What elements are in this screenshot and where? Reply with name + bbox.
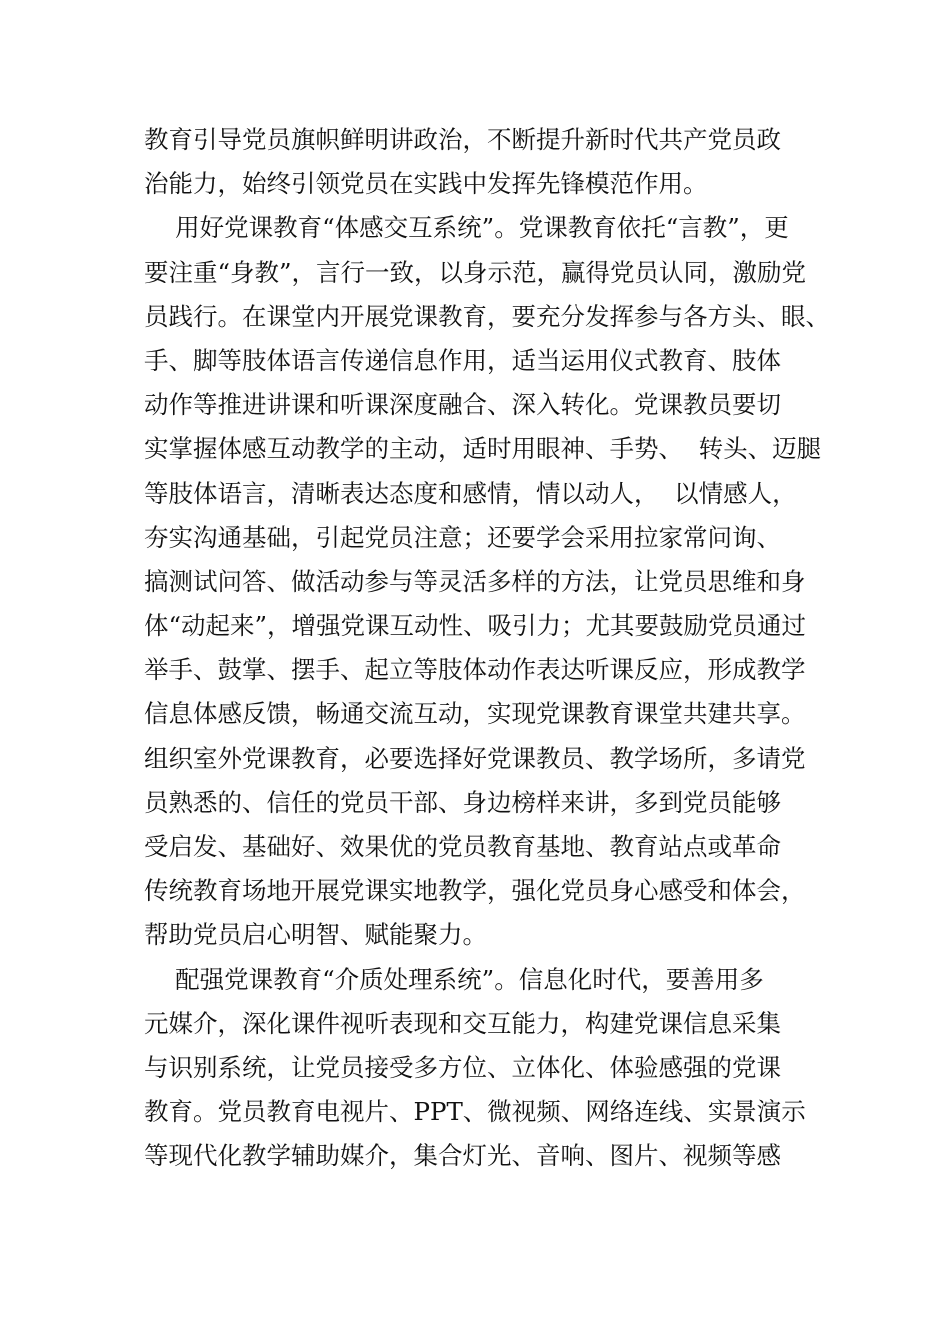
text-line-24: 等现代化教学辅助媒介，集合灯光、音响、图片、视频等感	[144, 1141, 781, 1171]
text-line-10: 夯实沟通基础，引起党员注意；还要学会采用拉家常问询、	[144, 522, 781, 552]
text-line-19: 帮助党员启心明智、赋能聚力。	[144, 920, 487, 950]
text-line-12: 体“动起来”，增强党课互动性、吸引力；尤其要鼓励党员通过	[144, 611, 807, 641]
text-line-14: 信息体感反馈，畅通交流互动，实现党课教育课堂共建共享。	[144, 699, 806, 729]
text-line-23: 教育。党员教育电视片、PPT、微视频、网络连线、实景演示	[144, 1097, 806, 1127]
text-line-18: 传统教育场地开展党课实地教学，强化党员身心感受和体会，	[144, 876, 806, 906]
text-line-22: 与识别系统，让党员接受多方位、立体化、体验感强的党课	[144, 1052, 781, 1082]
text-line-15: 组织室外党课教育，必要选择好党课教员、教学场所，多请党	[144, 743, 806, 773]
text-line-4: 要注重“身教”，言行一致，以身示范，赢得党员认同，激励党	[144, 257, 807, 287]
text-line-6: 手、脚等肢体语言传递信息作用，适当运用仪式教育、肢体	[144, 345, 781, 375]
body-text	[144, 118, 844, 1179]
text-line-17: 受启发、基础好、效果优的党员教育基地、教育站点或革命	[144, 832, 781, 861]
text-line-21: 元媒介，深化课件视听表现和交互能力，构建党课信息采集	[144, 1008, 781, 1038]
text-line-16: 员熟悉的、信任的党员干部、身边榜样来讲，多到党员能够	[144, 787, 781, 817]
text-line-5: 员践行。在课堂内开展党课教育，要充分发挥参与各方头、眼、	[144, 301, 830, 331]
text-line-9: 等肢体语言，清晰表达态度和感情，情以动人， 以情感人，	[144, 478, 797, 508]
text-line-7: 动作等推进讲课和听课深度融合、深入转化。党课教员要切	[144, 390, 781, 420]
text-line-2: 治能力，始终引领党员在实践中发挥先锋模范作用。	[144, 169, 708, 199]
text-line-11: 搞测试问答、做活动参与等灵活多样的方法，让党员思维和身	[144, 566, 806, 596]
text-line-8: 实掌握体感互动教学的主动，适时用眼神、手势、 转头、迈腿	[144, 434, 822, 464]
text-line-3: 用好党课教育“体感交互系统”。党课教育依托“言教”，更	[144, 213, 789, 243]
text-line-13: 举手、鼓掌、摆手、起立等肢体动作表达听课反应，形成教学	[144, 655, 806, 685]
text-line-20: 配强党课教育“介质处理系统”。信息化时代，要善用多	[144, 964, 764, 994]
text-line-1: 教育引导党员旗帜鲜明讲政治，不断提升新时代共产党员政	[144, 125, 781, 154]
